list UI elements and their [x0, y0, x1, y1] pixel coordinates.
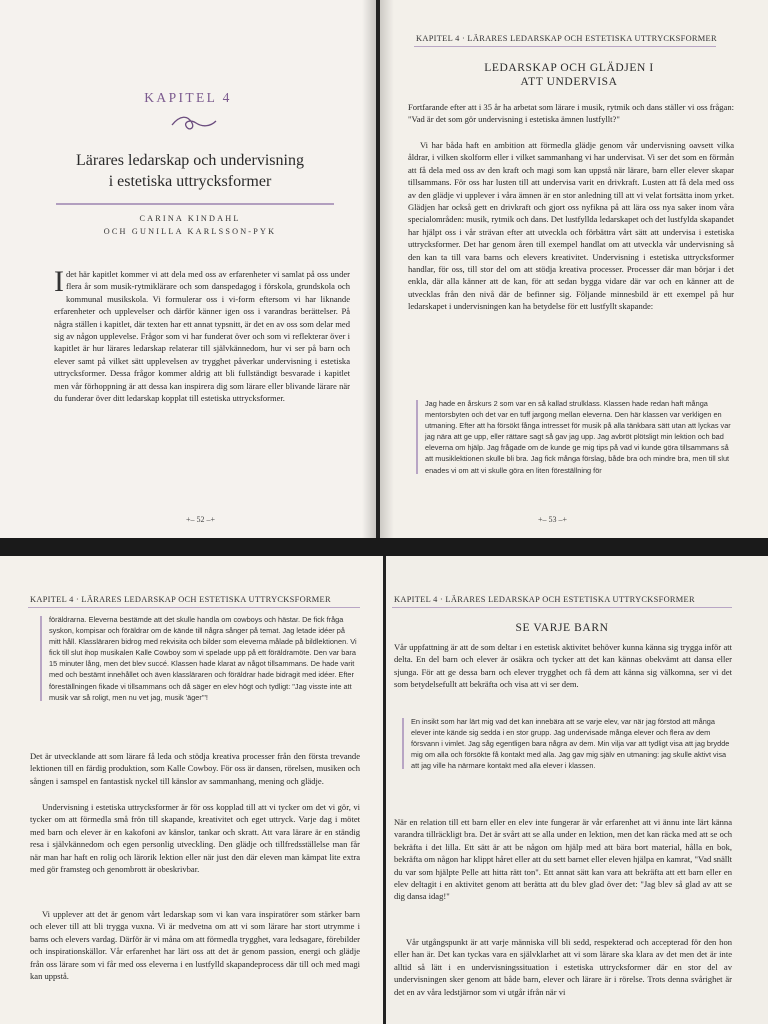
paragraph-2: Vi har båda haft en ambition att förmedla glädje genom vår undervisning oavsett vilka åldrar, i vilken skolform eller i vilket sammanhang vi har undervisat. Vi ser det som en förmån att få dela med oss av den kraft och magi som kan uppstå när lärare, barn eller elever skapar tillsammans. För oss har lusten till att undervisa varit en drivkraft. Lusten att få dela med oss av den glädje vi upplever i våra ämnen är en stor anledning till att vi velat fortsätta inom yrket. Glädjen har också gett en drivkraft och gjort oss nyfikna på att lära oss nya saker inom våra specialområden: musik, rytmik och dans. Det lustfyllda ledarskapet och det lustfylda skapandet har hjälpt oss i vår strävan efter att utveckla och förbättra vårt sätt att undervisa i estetiska uttrycksformer. Det har genom åren till exempel handlat om att utveckla vår undervisning så den kan ta till vara barns och elevers kreativitet. Undervisning i estetiska uttrycksformer handlar, för oss, till stor del om att stödja kreativa processer. Processer där man börjar i det enkla, där alla känner att de kan, för att sedan bygga vidare där var och en känner att de utvecklas från den nivå där de befinner sig. Följande minnesbild är ett exempel på hur ledarskapet i undervisningen kan ha betydelse för ett lustfyllt skapande: [408, 140, 734, 312]
header-rule [28, 607, 360, 608]
running-head: KAPITEL 4 · LÄRARES LEDARSKAP OCH ESTETISKA UTTRYCKSFORMER [416, 34, 717, 43]
chapter-label: KAPITEL 4 [144, 90, 232, 105]
page-number: 52 [196, 515, 205, 524]
quote-bar [416, 400, 418, 474]
quote-block [40, 614, 358, 703]
quote-bar [402, 718, 404, 769]
paragraph-1: Vår uppfattning är att de som deltar i en estetisk aktivitet behöver kunna känna sig trygga inför att delta. En del barn och elever är osäkra och tycker att det kan kännas obekvämt att dansa eller sjunga. För att ge dessa barn och elever trygghet och få dem att känna sig välkomna, ser vi det som betydelsefullt att bekräfta och visa att vi ser dem. [394, 642, 732, 690]
header-rule [414, 46, 716, 47]
page-number: 53 [548, 515, 557, 524]
paragraph-2: Undervisning i estetiska uttrycksformer är för oss kopplad till att vi tycker om det vi gör, vi tycker om att förmedla små frön till skapande, kreativitet och eget uttryck. Varje dag i mötet med barn och elever är en kakofoni av känslor, tankar och skratt. Att vara lärare är en ständig resa i självkännedom och egen personlig utveckling. Den glädje och tillfredsställelse man får när man har haft en rolig och lärorik lektion eller när just den där eleven man kämpat lite extra med gör framsteg och genombrott är obeskrivbar. [30, 802, 360, 875]
section-title-line1: LEDARSKAP OCH GLÄDJEN I [484, 62, 654, 74]
drop-cap: I [54, 265, 64, 298]
chapter-title-line2: i estetiska uttrycksformer [108, 173, 272, 190]
paragraph-1: Det är utvecklande att som lärare få leda och stödja kreativa processer från den första trevande lektionen till en färdig produktion, som Kalle Cowboy. För oss är dansen, rörelsen, musiken och sången i samspel en fantastisk nyckel till känslor av sammanhang, mening och glädje. [30, 751, 360, 786]
quote-text: föräldrarna. Eleverna bestämde att det skulle handla om cowboys och hästar. De fick fråga syskon, kompisar och föräldrar om de kände till några sånger på temat. Jag letade idéer på mitt håll. Klassläraren bidrog med rekvisita och bilder som eleverna målade på bildlektionen. Vi fick till slut ihop musikalen Kalle Cowboy som vi spelade upp på ett föräldramöte. Den var bara 15 minuter lång, men det blev succé. Klassen hade klarat av något tillsammans. De hade varit med och bestämt innehållet och även klassläraren och föräldrar hade bidragit med idéer. Efter föreställningen fikade vi tillsammans och då säger en elev högt och tydligt: "Jag visste inte att musik var så roligt, men nu vet jag, musik 'äger'"! [49, 615, 357, 702]
title-rule [56, 203, 334, 205]
ornament-icon [170, 113, 218, 133]
quote-text: En insikt som har lärt mig vad det kan innebära att se varje elev, var när jag förstod att många elever inte kände sig sedda i en stor grupp. Jag undervisade många elever och flera av dem försvann i vimlet. Jag såg egentligen bara några av dem. Min vilja var att tydligt visa att jag brydde mig om alla och försökte få kontakt med alla. Jag gav mig själv en utmaning: jag skulle aktivt visa att jag ville ha närmare kontakt med alla elever i klassen. [411, 717, 730, 771]
quote-text: Jag hade en årskurs 2 som var en så kallad strulklass. Klassen hade redan haft många mentorsbyten och det var en tuff jargong mellan eleverna. Den här klassen var verkligen en utmaning. Efter att ha försökt fånga intresset för musik på alla tänkbara sätt utan att lyckas var jag nära att ge upp, eller rättare sagt så gav jag upp. Jag avbröt plötsligt min lektion och bad eleverna om hjälp. Jag frågade om de kunde ge mig tips på vad vi kunde göra tillsammans så att musiklektionen skulle bli bra. Jag fick många förslag, både bra och mindre bra, men till slut enades vi om att vi skulle göra en liten föreställning för [425, 399, 731, 475]
folio-right: +– 53 –+ [538, 515, 568, 524]
page-52 [0, 0, 376, 538]
paragraph-3: Vi upplever att det är genom vårt ledarskap som vi kan vara inspiratörer som stärker barn och elever till att bli trygga vuxna. Vi är medvetna om att vi som lärare har stort utrymme i barns och elevers vardag. Därför är vi måna om att förmedla trygghet, vara ledsagare, förebilder och inspirationskällor. Vår erfarenhet har lärt oss att det är genom passion, energi och glädje från oss lärare som vi får med oss eleverna i en lustfylld skapandeprocess där till och med magi kan uppstå. [30, 909, 360, 982]
quote-bar [40, 616, 42, 701]
page-54 [0, 556, 383, 1024]
header-rule [392, 607, 732, 608]
paragraph-3: Vår utgångspunkt är att varje människa vill bli sedd, respekterad och accepterad för den hon eller han är. Det kan tyckas vara en självklarhet att vi som lärare ska klara av det men det är inte alltid så lätt i en undervisningssituation i estetiska uttrycksformer där en stor del av undervisningen sker genom att både barn, elever och lärare är i rörelse. Trots denna svårighet är det en av våra ledstjärnor som vi utgår ifrån när vi [394, 937, 732, 997]
quote-block [402, 716, 734, 771]
section-title-line2: ATT UNDERVISA [520, 75, 618, 88]
section-title: SE VARJE BARN [515, 622, 609, 634]
intro-paragraph [54, 265, 350, 404]
page-gap [0, 538, 768, 556]
folio-left: +– 52 –+ [186, 515, 216, 524]
paragraph-2: När en relation till ett barn eller en elev inte fungerar är vår erfarenhet att vi ännu inte lärt känna varandra tillräckligt bra. Det är svårt att se alla under en lektion, men det kan räcka med att se och bekräfta i det lilla. Ett sätt är att be någon om hjälp med att bära bort material, hålla en bok, bekräfta om någon har klippt håret eller att du sett barnet eller eleven hjälpa en kamrat, "Vad snällt du var som hjälpte Pelle att hitta rätt ton". Ett annat sätt kan vara att bekräfta att ett barn eller en elev deltagit i en aktivitet genom att berätta att du blev glad över det: "Jag blev så glad av att se dig dansa idag!" [394, 817, 732, 902]
author-2: OCH GUNILLA KARLSSON-PYK [103, 227, 277, 236]
spine-shadow [362, 0, 376, 538]
running-head: KAPITEL 4 · LÄRARES LEDARSKAP OCH ESTETISKA UTTRYCKSFORMER [394, 595, 695, 604]
quote-block [416, 398, 734, 476]
author-1: CARINA KINDAHL [139, 214, 241, 223]
section-title [404, 62, 734, 89]
chapter-title [40, 150, 340, 192]
chapter-title-line1: Lärares ledarskap och undervisning [76, 152, 304, 169]
intro-text: det här kapitlet kommer vi att dela med oss av erfarenheter vi samlat på oss under flera år som musik-rytmiklärare och som danspedagog i förskola, grundskola och kommunal musikskola. Vi formulerar oss i vi-form eftersom vi har liknande erfarenheter och upplevelser och därför känner igen oss i varandras berättelser. På några ställen i kapitlet, där texten har ett annat typsnitt, är det en av oss som delar med sig av någon upplevelse. Frågor som vi har funderat över och som vi reflekterar över i kapitlet är hur lärares ledarskap relaterar till självkännedom, hur vi ser på barn och elever samt på vilket sätt upplevelsen av trygghet påverkar undervisning i estetiska uttrycksformer. Dessa frågor kommer aldrig att bli fullständigt besvarade i kapitlet men vår förhoppning är att dessa kan inspirera dig som lärare eller blivande lärare när du funderar över ditt ledarskap kopplat till estetiska uttrycksformer. [54, 269, 350, 404]
spine-shadow [380, 0, 394, 538]
page-55 [386, 556, 768, 1024]
running-head: KAPITEL 4 · LÄRARES LEDARSKAP OCH ESTETISKA UTTRYCKSFORMER [30, 595, 331, 604]
paragraph-1: Fortfarande efter att i 35 år ha arbetat som lärare i musik, rytmik och dans ställer vi oss frågan: "Vad är det som gör undervisning i estetiska ämnen lustfyllt?" [408, 102, 734, 125]
page-53 [380, 0, 768, 538]
